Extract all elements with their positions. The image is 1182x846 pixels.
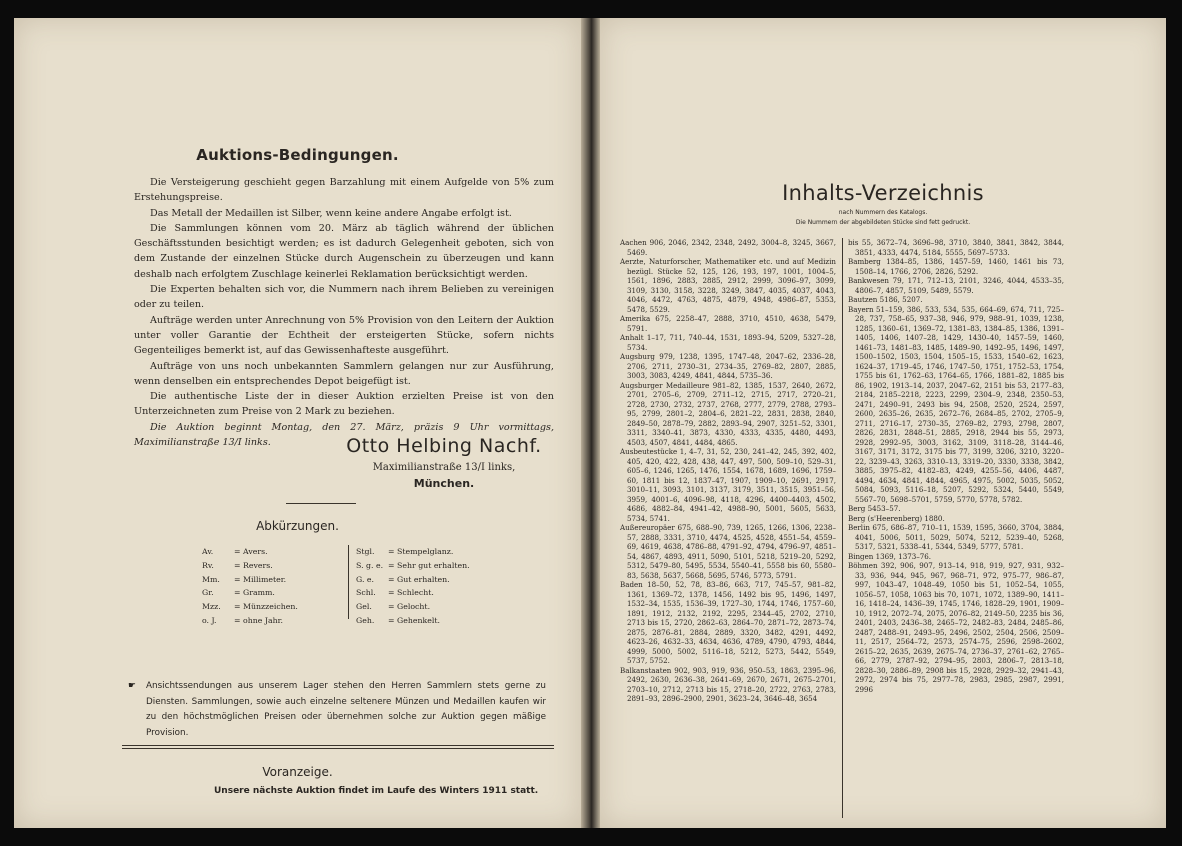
abbreviation-key: S. g. e. (356, 560, 384, 570)
abbreviation-meaning: = Avers. (234, 547, 268, 556)
index-entry: Bamberg 1384–85, 1386, 1457–59, 1460, 1461 bis 73, 1508–14, 1766, 2706, 2826, 5292. (848, 257, 1064, 276)
abbreviation-meaning: = Revers. (234, 560, 273, 570)
index-entry: Bautzen 5186, 5207. (848, 295, 923, 304)
right-page (600, 18, 1166, 828)
abbreviation-meaning: = Stempelglanz. (388, 547, 454, 556)
abbreviation-meaning: = Münzzeichen. (234, 602, 298, 612)
index-column-2 (848, 238, 1064, 694)
index-entry: Augsburger Medailleure 981–82, 1385, 1537, 2640, 2672, 2701, 2705–6, 2709, 2711–12, 2715, 2717, 2720–21, 2728, 2730, 2732, 2737, 2768, 2777, 2779, 2788, 2793–95, 2799, 2801–2, 2804–6, 2821–22, 2831, 2838, 2840, 2849–50, 2878–79, 2882, 2893–94, 2907, 3251–52, 3301, 3311, 3340–41, 3873, 4330, 4333, 4335, 4480, 4493, 4503, 4507, 4841, 4484, 4865. (620, 380, 836, 447)
divider (286, 503, 356, 504)
index-entry: Bankwesen 79, 171, 712–13, 2101, 3246, 4044, 4533–35, 4806–7, 4857, 5109, 5489, 5579. (848, 276, 1064, 295)
index-entry: Augsburg 979, 1238, 1395, 1747–48, 2047–62, 2336–28, 2706, 2711, 2730–31, 2734–35, 2769–82, 2807, 2885, 3003, 3083, 4249, 4841, 4844, 5735–36. (620, 352, 836, 380)
abbreviation-key: Gr. (202, 588, 214, 598)
abbreviation-row (356, 545, 470, 559)
abbreviation-key: Mm. (202, 574, 220, 584)
preview-text: Unsere nächste Auktion findet im Laufe des Winters 1911 statt. (214, 786, 539, 796)
index-entry: Böhmen 392, 906, 907, 913–14, 918, 919, 927, 931, 932–33, 936, 944, 945, 967, 968–71, 972, 975–77, 986–87, 997, 1043–47, 1048–49, 1050 bis 51, 1052–54, 1055, 1056–57, 1058, 1063 bis 70, 1071, 1072, 1389–90, 1411–16, 1418–24, 1436–39, 1745, 1746, 1828–29, 1901, 1909–10, 1912, 2072–74, 2075, 2076–82, 2149–50, 2235 bis 36, 2401, 2403, 2436–38, 2465–72, 2482–83, 2484, 2485–86, 2487, 2488–91, 2493–95, 2496, 2502, 2504, 2506, 2509–11, 2517, 2564–72, 2573, 2574–75, 2596, 2598–2602, 2615–22, 2635, 2639, 2675–74, 2736–37, 2761–62, 2765–66, 2779, 2787–92, 2794–95, 2803, 2806–7, 2813–18, 2828–30, 2886–89, 2908 bis 15, 2928, 2929–32, 2941–43, 2972, 2974 bis 75, 2977–78, 2983, 2985, 2987, 2991, 2996 (848, 561, 1064, 694)
column-divider (842, 238, 843, 818)
abbreviation-meaning: = ohne Jahr. (234, 615, 283, 625)
abbreviation-meaning: = Millimeter. (234, 574, 287, 584)
index-entry: Anhalt 1–17, 711, 740–44, 1531, 1893–94, 5209, 5327–28, 5734. (620, 333, 836, 352)
condition-paragraph: Das Metall der Medaillen ist Silber, wenn keine andere Angabe erfolgt ist. (150, 207, 512, 219)
abbreviation-meaning: = Gelocht. (388, 602, 431, 612)
condition-paragraph: Aufträge von uns noch unbekannten Sammlern gelangen nur zur Ausführung, wenn denselben ein entsprechendes Depot beigefügt ist. (134, 360, 554, 387)
abbreviation-row (202, 586, 298, 600)
condition-paragraph: Die Sammlungen können vom 20. März ab täglich während der üblichen Geschäftsstunden besichtigt werden; es ist dadurch Gelegenheit geboten, sich von dem Zustande der einzelnen Stücke durch Augenschein zu überzeugen und kann deshalb nach erfolgtem Zuschlage keinerlei Reklamation berücksichtigt werden. (134, 222, 554, 280)
abbreviations-column (202, 545, 298, 628)
abbreviation-key: Stgl. (356, 547, 375, 556)
index-title: Inhalts-Verzeichnis (782, 181, 984, 205)
abbreviation-key: Av. (202, 547, 214, 556)
abbreviation-row (202, 559, 298, 573)
abbreviation-key: Gel. (356, 602, 372, 612)
abbreviation-row (356, 600, 470, 614)
condition-paragraph: Die Experten behalten sich vor, die Nummern nach ihrem Belieben zu vereinigen oder zu teilen. (134, 284, 554, 311)
index-entry: Bingen 1369, 1373–76. (848, 551, 932, 561)
index-entry: Amerika 675, 2258–47, 2888, 3710, 4510, 4638, 5479, 5791. (620, 314, 836, 333)
index-entry: Balkanstaaten 902, 903, 919, 936, 950–53, 1863, 2395–96, 2492, 2630, 2636–38, 2641–69, 2670, 2671, 2675–2701, 2703–10, 2712, 2713 bis 15, 2718–20, 2722, 2763, 2783, 2891–93, 2896–2900, 2901, 3623–24, 3646–48, 3654 (620, 665, 836, 703)
abbreviations-column (356, 545, 470, 628)
index-column-1 (620, 238, 836, 704)
index-entry: Bayern 51–159, 386, 533, 534, 535, 664–69, 674, 711, 725–28, 737, 758–65, 937–38, 946, 979, 988–91, 1039, 1238, 1285, 1360–61, 1369–72, 1381–83, 1384–85, 1386, 1391–1405, 1406, 1407–28, 1429, 1430–40, 1457–59, 1460, 1461–73, 1481–83, 1485, 1489–90, 1492–95, 1496, 1497, 1500–1502, 1503, 1504, 1505–15, 1533, 1540–62, 1623, 1624–37, 1719–45, 1746, 1747–50, 1751, 1752–53, 1754, 1755 bis 61, 1762–63, 1764–65, 1766, 1881–82, 1885 bis 86, 1902, 1913–14, 2037, 2047–62, 2151 bis 53, 2177–83, 2184, 2185–2218, 2223, 2299, 2304–9, 2348, 2350–53, 2471, 2490–91, 2493 bis 94, 2508, 2520, 2524, 2597, 2600, 2635–26, 2635, 2672–76, 2684–85, 2702, 2705–9, 2711, 2716–17, 2730–35, 2769–82, 2793, 2798, 2807, 2826, 2831, 2848–51, 2885, 2918, 2944 bis 55, 2973, 2928, 2992–95, 3003, 3162, 3109, 3118–28, 3144–46, 3167, 3171, 3172, 3175 bis 77, 3199, 3206, 3210, 3220–22, 3239–43, 3263, 3310–13, 3319–20, 3330, 3338, 3842, 3885, 3975–82, 4182–83, 4249, 4255–56, 4406, 4487, 4494, 4634, 4841, 4844, 4965, 4975, 5002, 5035, 5052, 5084, 5093, 5116–18, 5207, 5292, 5324, 5440, 5549, 5567–70, 5698–5701, 5759, 5770, 5778, 5782. (848, 304, 1064, 504)
abbreviation-row (356, 614, 470, 628)
abbreviation-key: Rv. (202, 560, 214, 570)
book-gutter (581, 18, 600, 828)
preview-title: Voranzeige. (262, 765, 333, 779)
firm-name: Otto Helbing Nachf. (346, 435, 542, 457)
abbreviation-row (202, 545, 298, 559)
abbreviation-key: o. J. (202, 615, 217, 625)
double-rule (122, 745, 554, 746)
abbreviation-key: Geh. (356, 615, 375, 625)
pointing-hand-icon: ☛ (128, 681, 136, 691)
abbreviation-meaning: = Sehr gut erhalten. (388, 560, 470, 570)
abbreviation-meaning: = Gehenkelt. (388, 615, 440, 625)
left-page (14, 18, 581, 828)
index-entry: bis 55, 3672–74, 3696–98, 3710, 3840, 3841, 3842, 3844, 3851, 4333, 4474, 5184, 5555, 5697–5733. (848, 238, 1064, 257)
abbreviations-divider (348, 545, 349, 619)
conditions-text (134, 175, 554, 450)
index-entry: Aerzte, Naturforscher, Mathematiker etc. und auf Medizin bezügl. Stücke 52, 125, 126, 193, 197, 1001, 1004–5, 1561, 1896, 2883, 2885, 2912, 2999, 3096–97, 3099, 3109, 3130, 3158, 3228, 3249, 3847, 4035, 4037, 4043, 4046, 4472, 4763, 4875, 4879, 4948, 4986–87, 5353, 5478, 5529. (620, 257, 836, 314)
abbreviation-row (202, 600, 298, 614)
abbreviation-row (356, 573, 470, 587)
abbreviation-meaning: = Schlecht. (388, 588, 434, 598)
abbreviation-key: Schl. (356, 588, 376, 598)
index-entry: Baden 18–50, 52, 78, 83–86, 663, 717, 745–57, 981–82, 1361, 1369–72, 1378, 1456, 1492 bis 95, 1496, 1497, 1532–34, 1535, 1536–39, 1727–30, 1744, 1746, 1757–60, 1891, 1912, 2132, 2192, 2295, 2344–45, 2702, 2710, 2713 bis 15, 2720, 2862–63, 2864–70, 2871–72, 2873–74, 2875, 2876–81, 2884, 2889, 3320, 3482, 4291, 4492, 4623–26, 4632–33, 4634, 4636, 4789, 4790, 4793, 4844, 4999, 5000, 5002, 5116–18, 5212, 5273, 5442, 5549, 5737, 5752. (620, 580, 836, 665)
abbreviation-key: G. e. (356, 574, 374, 584)
abbreviations-title: Abkürzungen. (256, 519, 339, 533)
abbreviation-row (202, 614, 298, 628)
abbreviation-row (202, 573, 298, 587)
abbreviation-key: Mzz. (202, 602, 221, 612)
conditions-title: Auktions-Bedingungen. (196, 146, 399, 164)
index-entry: Berg (s'Heerenberg) 1880. (848, 513, 945, 523)
condition-paragraph: Aufträge werden unter Anrechnung von 5% Provision von den Leitern der Auktion unter voller Garantie der Echtheit der ersteigerten Stücke, sofern nichts Gegenteiliges bemerkt ist, auf das Gewissenhafteste ausgeführt. (134, 314, 554, 357)
abbreviation-row (356, 586, 470, 600)
auction-start-note: Die Auktion beginnt Montag, den 27. März, präzis 9 Uhr vormittags, Maximilianstraße 13/I links. (134, 421, 554, 449)
condition-paragraph: Die authentische Liste der in dieser Auktion erzielten Preise ist von den Unterzeichneten zum Preise von 2 Mark zu beziehen. (134, 391, 554, 418)
index-note: Die Nummern der abgebildeten Stücke sind fett gedruckt. (795, 219, 971, 226)
index-entry: Berg 5453–57. (848, 504, 901, 513)
index-entry: Aachen 906, 2046, 2342, 2348, 2492, 3004–8, 3245, 3667, 5469. (620, 238, 836, 257)
firm-city: München. (413, 477, 475, 490)
abbreviation-row (356, 559, 470, 573)
notice-paragraph (128, 679, 546, 741)
index-entry: Berlin 675, 686–87, 710–11, 1539, 1595, 3660, 3704, 3884, 4041, 5006, 5011, 5029, 5074, 5212, 5239–40, 5268, 5317, 5321, 5338–41, 5344, 5349, 5777, 5781. (848, 523, 1064, 551)
double-rule (122, 748, 554, 749)
index-entry: Außereuropäer 675, 688–90, 739, 1265, 1266, 1306, 2238–57, 2888, 3331, 3710, 4474, 4525, 4528, 4551–54, 4559–69, 4619, 4638, 4786–88, 4791–92, 4794, 4796–97, 4851–54, 4867, 4893, 4911, 5090, 5101, 5218, 5219–20, 5292, 5312, 5479–80, 5495, 5534, 5540–41, 5558 bis 60, 5580–83, 5638, 5637, 5668, 5695, 5746, 5773, 5791. (620, 523, 836, 580)
abbreviation-meaning: = Gramm. (234, 588, 275, 598)
index-subtitle: nach Nummern des Katalogs. (838, 209, 928, 216)
condition-paragraph: Die Versteigerung geschieht gegen Barzahlung mit einem Aufgelde von 5% zum Erstehungspreise. (134, 177, 554, 204)
index-entry: Ausbeutestücke 1, 4–7, 31, 52, 230, 241–42, 245, 392, 402, 405, 420, 422, 428, 438, 447, 497, 500, 509–10, 529–31, 605–6, 1246, 1265, 1476, 1554, 1678, 1689, 1696, 1759–60, 1811 bis 12, 1837–47, 1907, 1909–10, 2691, 2917, 3010–11, 3093, 3101, 3137, 3179, 3511, 3515, 3951–56, 3959, 4001–6, 4096–98, 4118, 4296, 4400–4403, 4502, 4686, 4882–84, 4941–42, 4988–90, 5001, 5605, 5633, 5734, 5741. (620, 447, 836, 523)
firm-address: Maximilianstraße 13/I links, (372, 462, 516, 473)
firm-block (314, 435, 574, 490)
notice-text: Ansichtssendungen aus unserem Lager stehen den Herren Sammlern stets gerne zu Diensten. Sammlungen, sowie auch einzelne seltenere Münzen und Medaillen kaufen wir zu den höchstmöglichen Preisen oder übernehmen solche zur Auktion gegen mäßige Provision. (146, 681, 546, 738)
abbreviation-meaning: = Gut erhalten. (388, 574, 450, 584)
